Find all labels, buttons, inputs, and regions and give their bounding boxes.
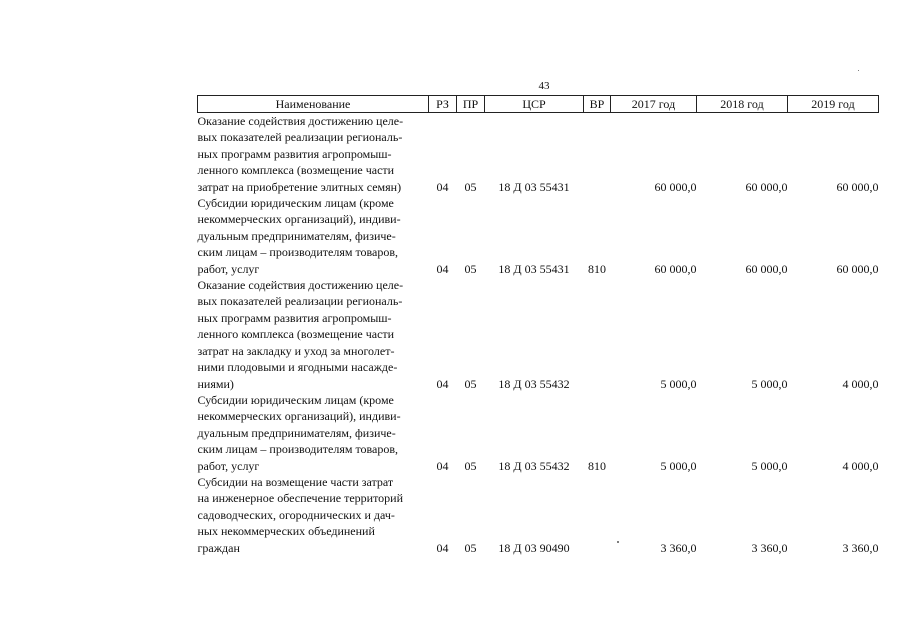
table-row	[198, 113, 879, 196]
column-header-2019: 2019 год	[788, 96, 879, 113]
row-2017-cell: 5 000,0	[660, 376, 697, 391]
budget-table	[197, 95, 879, 556]
table-body	[198, 113, 879, 556]
row-name-cell	[198, 392, 429, 474]
row-vr-cell: 810	[588, 458, 606, 473]
column-header-2017: 2017 год	[611, 96, 697, 113]
row-2018-cell: 5 000,0	[751, 458, 788, 473]
row-pr-cell: 05	[464, 540, 477, 555]
row-name-line: Субсидии юридическим лицам (кроме	[197, 196, 394, 211]
row-name-line: затрат на приобретение элитных семян)	[197, 179, 402, 194]
column-header-csr: ЦСР	[485, 96, 584, 113]
row-name-line: граждан	[197, 540, 240, 555]
row-name-line: ленного комплекса (возмещение части	[197, 327, 395, 342]
row-csr-cell: 18 Д 03 55432	[498, 458, 570, 473]
row-name-line: ниями)	[197, 376, 234, 391]
row-name-line: некоммерческих организаций), индиви-	[197, 212, 401, 227]
page-number: 43	[538, 80, 550, 92]
row-2018-cell: 60 000,0	[745, 179, 788, 194]
row-name-line: ским лицам – производителям товаров,	[197, 442, 399, 457]
row-csr-cell: 18 Д 03 55431	[498, 179, 570, 194]
row-2017-cell: 60 000,0	[654, 179, 697, 194]
row-name-line: Оказание содействия достижению целе-	[197, 114, 404, 128]
column-header-rz: РЗ	[429, 96, 457, 113]
row-2017-cell: 3 360,0	[660, 540, 697, 555]
row-name-line: работ, услуг	[197, 458, 260, 473]
row-vr-cell	[584, 113, 611, 196]
row-name-cell	[198, 277, 429, 392]
column-header-name: Наименование	[198, 96, 429, 113]
column-header-vr: ВР	[584, 96, 611, 113]
row-csr-cell: 18 Д 03 55431	[498, 261, 570, 276]
row-csr-cell: 18 Д 03 55432	[498, 376, 570, 391]
row-2019-cell: 60 000,0	[836, 179, 879, 194]
row-name-line: ных программ развития агропромыш-	[197, 310, 392, 325]
row-name-line: на инженерное обеспечение территорий	[197, 491, 403, 506]
row-rz-cell: 04	[436, 261, 449, 276]
row-2019-cell: 4 000,0	[842, 458, 879, 473]
row-2018-cell: 5 000,0	[751, 376, 788, 391]
column-header-2018: 2018 год	[697, 96, 788, 113]
column-header-pr: ПР	[457, 96, 485, 113]
table-row	[198, 195, 879, 277]
row-2019-cell: 3 360,0	[842, 540, 879, 555]
row-name-line: ским лицам – производителям товаров,	[197, 245, 399, 260]
row-2017-cell: 60 000,0	[654, 261, 697, 276]
row-name-cell	[198, 474, 429, 556]
row-name-line: садоводческих, огороднических и дач-	[197, 507, 395, 522]
row-name-line: затрат на закладку и уход за многолет-	[197, 343, 395, 358]
row-pr-cell: 05	[464, 458, 477, 473]
row-name-line: ленного комплекса (возмещение части	[197, 163, 395, 178]
row-rz-cell: 04	[436, 376, 449, 391]
row-pr-cell: 05	[464, 261, 477, 276]
row-rz-cell: 04	[436, 540, 449, 555]
table-row	[198, 277, 879, 392]
row-name-line: дуальным предпринимателям, физиче-	[197, 228, 396, 243]
row-vr-cell	[584, 277, 611, 392]
row-2017-cell: 5 000,0	[660, 458, 697, 473]
row-csr-cell: 18 Д 03 90490	[498, 540, 570, 555]
row-rz-cell: 04	[436, 458, 449, 473]
row-name-line: Субсидии юридическим лицам (кроме	[197, 392, 394, 407]
row-name-line: ных некоммерческих объединений	[197, 524, 375, 539]
table-row	[198, 392, 879, 474]
row-2019-cell: 4 000,0	[842, 376, 879, 391]
table-row	[198, 474, 879, 556]
table-header-row	[198, 96, 879, 113]
row-2019-cell: 60 000,0	[836, 261, 879, 276]
row-pr-cell: 05	[464, 179, 477, 194]
row-name-line: Оказание содействия достижению целе-	[197, 278, 404, 293]
row-pr-cell: 05	[464, 376, 477, 391]
row-rz-cell: 04	[436, 179, 449, 194]
row-name-cell	[198, 113, 429, 196]
row-name-line: вых показателей реализации региональ-	[197, 294, 403, 309]
row-vr-cell	[584, 474, 611, 556]
row-name-line: работ, услуг	[197, 261, 260, 276]
row-name-cell	[198, 195, 429, 277]
row-name-line: вых показателей реализации региональ-	[197, 130, 403, 145]
row-name-line: ними плодовыми и ягодными насажде-	[197, 360, 398, 375]
row-vr-cell: 810	[588, 261, 606, 276]
row-name-line: некоммерческих организаций), индиви-	[197, 409, 401, 424]
row-2018-cell: 3 360,0	[751, 540, 788, 555]
row-name-line: Субсидии на возмещение части затрат	[197, 474, 394, 489]
scan-speck	[617, 541, 619, 543]
row-name-line: дуальным предпринимателям, физиче-	[197, 425, 396, 440]
row-2018-cell: 60 000,0	[745, 261, 788, 276]
row-name-line: ных программ развития агропромыш-	[197, 146, 392, 161]
scan-speck	[858, 70, 859, 71]
